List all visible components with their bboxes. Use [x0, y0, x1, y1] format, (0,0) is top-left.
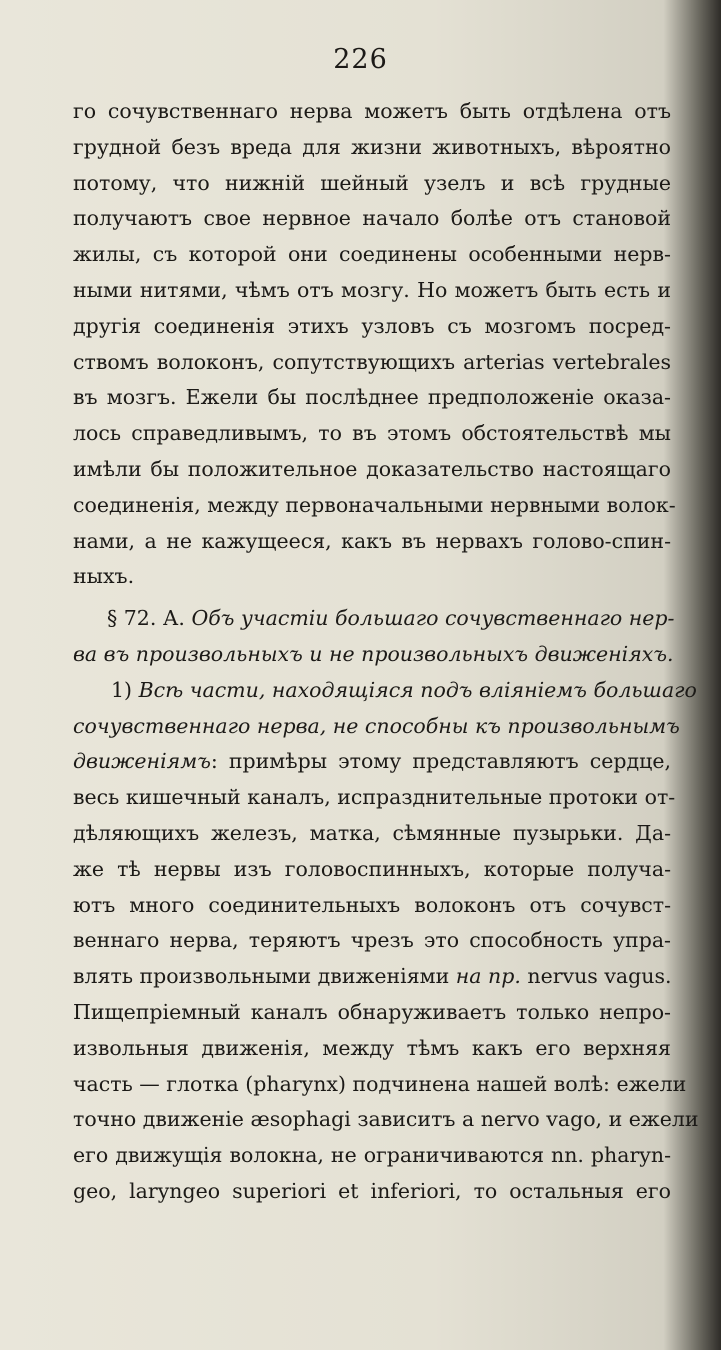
section-title: Объ участіи большаго сочувственнаго нер-: [191, 606, 675, 631]
text-line: грудной безъ вреда для жизни животныхъ, вѣроятно: [73, 134, 671, 159]
italic-text: Всѣ части, находящіяся подъ вліяніемъ большаго: [138, 677, 697, 702]
text-line: ныхъ.: [73, 564, 135, 589]
plain-text: : примѣры этому представляютъ сердце,: [210, 749, 671, 774]
text-line: дѣляющихъ железъ, матка, сѣмянные пузырьки. Да-: [73, 820, 671, 845]
text-line: ными нитями, чѣмъ отъ мозгу. Но можетъ быть есть и: [73, 277, 671, 302]
section-heading-line: [73, 601, 675, 637]
plain-text: nervus vagus.: [520, 964, 672, 989]
plain-text: влять произвольными движеніями: [73, 964, 456, 989]
section-heading-line: ва въ произвольныхъ и не произвольныхъ движеніяхъ.: [73, 641, 674, 666]
text-line: извольныя движенія, между тѣмъ какъ его верхняя: [73, 1035, 671, 1060]
page-number: 226: [333, 44, 388, 75]
text-line: соединенія, между первоначальными нервными волок-: [73, 492, 676, 517]
text-line: го сочувственнаго нерва можетъ быть отдѣлена отъ: [73, 99, 671, 123]
paragraph-continuation: [73, 94, 676, 595]
text-line: Пищепріемный каналъ обнаруживаетъ только непро-: [73, 999, 671, 1024]
section-marker: § 72. А.: [107, 606, 185, 631]
text-line: потому, что нижній шейный узелъ и всѣ грудные: [73, 170, 671, 195]
text-line: [73, 959, 671, 995]
text-line: ютъ много соединительныхъ волоконъ отъ сочувст-: [73, 892, 671, 917]
italic-text: движеніямъ: [73, 749, 211, 774]
text-line: жилы, съ которой они соединены особенными нерв-: [73, 242, 671, 267]
text-line: часть — глотка (pharynx) подчинена нашей волѣ: ежели: [73, 1071, 687, 1096]
text-line: имѣли бы положительное доказательство настоящаго: [73, 456, 671, 481]
text-line: его движущія волокна, не ограничиваются nn. pharyn-: [73, 1143, 671, 1168]
text-line: ствомъ волоконъ, сопутствующихъ arterias vertebrales: [73, 349, 671, 374]
text-line: точно движеніе æsophagi зависитъ а nervo vago, и ежели: [73, 1107, 699, 1132]
text-line: [73, 673, 697, 709]
text-line: веннаго нерва, теряютъ чрезъ это способность упра-: [73, 928, 671, 953]
text-line: въ мозгъ. Ежели бы послѣднее предположеніе оказа-: [73, 385, 671, 410]
section-heading: [73, 601, 675, 673]
text-line: другія соединенія этихъ узловъ съ мозгомъ посред-: [73, 313, 671, 338]
text-line: нами, а не кажущееся, какъ въ нервахъ голово-спин-: [73, 528, 671, 553]
text-line: сочувственнаго нерва, не способны къ произвольнымъ: [73, 713, 680, 738]
text-line: же тѣ нервы изъ головоспинныхъ, которые получа-: [73, 856, 671, 881]
paragraph-1: [73, 673, 699, 1210]
text-line: весь кишечный каналъ, испразднительные протоки от-: [73, 785, 676, 810]
item-number: 1): [111, 677, 133, 702]
text-line: geo, laryngeo superiori et inferiori, то остальныя его: [73, 1178, 671, 1203]
italic-text: на пр.: [455, 964, 521, 989]
text-line: получаютъ свое нервное начало болѣе отъ становой: [73, 206, 671, 231]
text-line: [73, 744, 671, 780]
page-body: [73, 94, 699, 1210]
text-line: лось справедливымъ, то въ этомъ обстоятельствѣ мы: [73, 421, 671, 446]
